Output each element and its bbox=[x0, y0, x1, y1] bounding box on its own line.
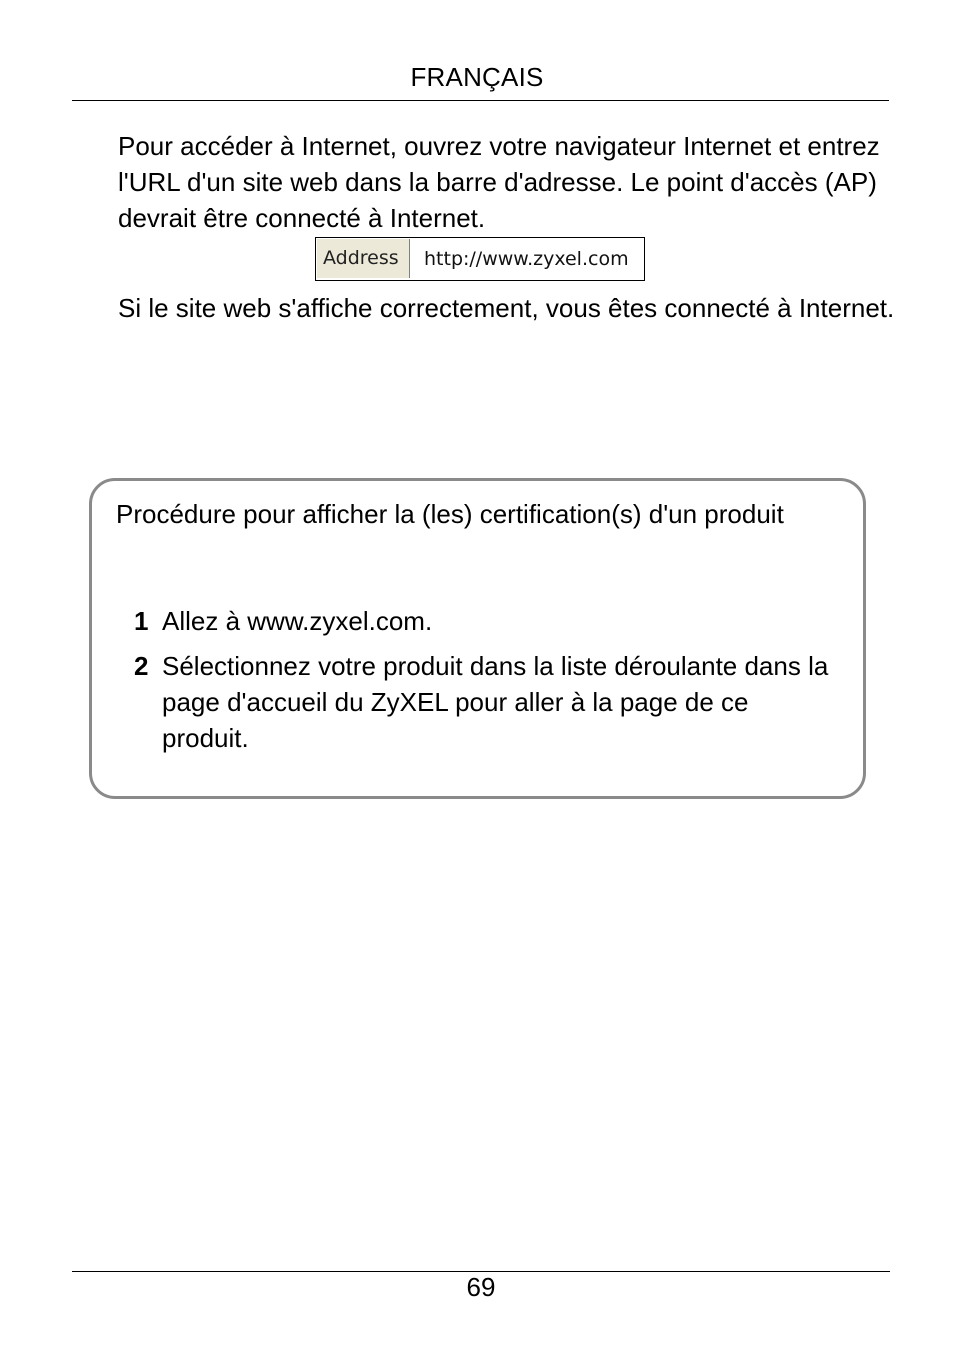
intro-paragraph: Pour accéder à Internet, ouvrez votre navigateur Internet et entrez l'URL d'un site web dans la barre d'adresse. Le point d'accès (AP) devrait être connecté à Internet. bbox=[118, 131, 880, 233]
step-number: 2 bbox=[134, 651, 149, 681]
page-header-language: FRANÇAIS bbox=[410, 62, 544, 92]
page-number: 69 bbox=[466, 1272, 496, 1302]
step-text: Allez à www.zyxel.com. bbox=[162, 606, 433, 636]
header-divider bbox=[72, 100, 889, 101]
step-number: 1 bbox=[134, 606, 149, 636]
address-url: http://www.zyxel.com bbox=[424, 248, 629, 270]
success-paragraph: Si le site web s'affiche correctement, vous êtes connecté à Internet. bbox=[118, 293, 895, 323]
address-label: Address bbox=[317, 239, 410, 278]
certification-box-title: Procédure pour afficher la (les) certification(s) d'un produit bbox=[116, 499, 784, 529]
step-text: Sélectionnez votre produit dans la liste déroulante dans la page d'accueil du ZyXEL pour aller à la page de ce produit. bbox=[162, 651, 829, 753]
address-bar-screenshot bbox=[315, 237, 645, 281]
